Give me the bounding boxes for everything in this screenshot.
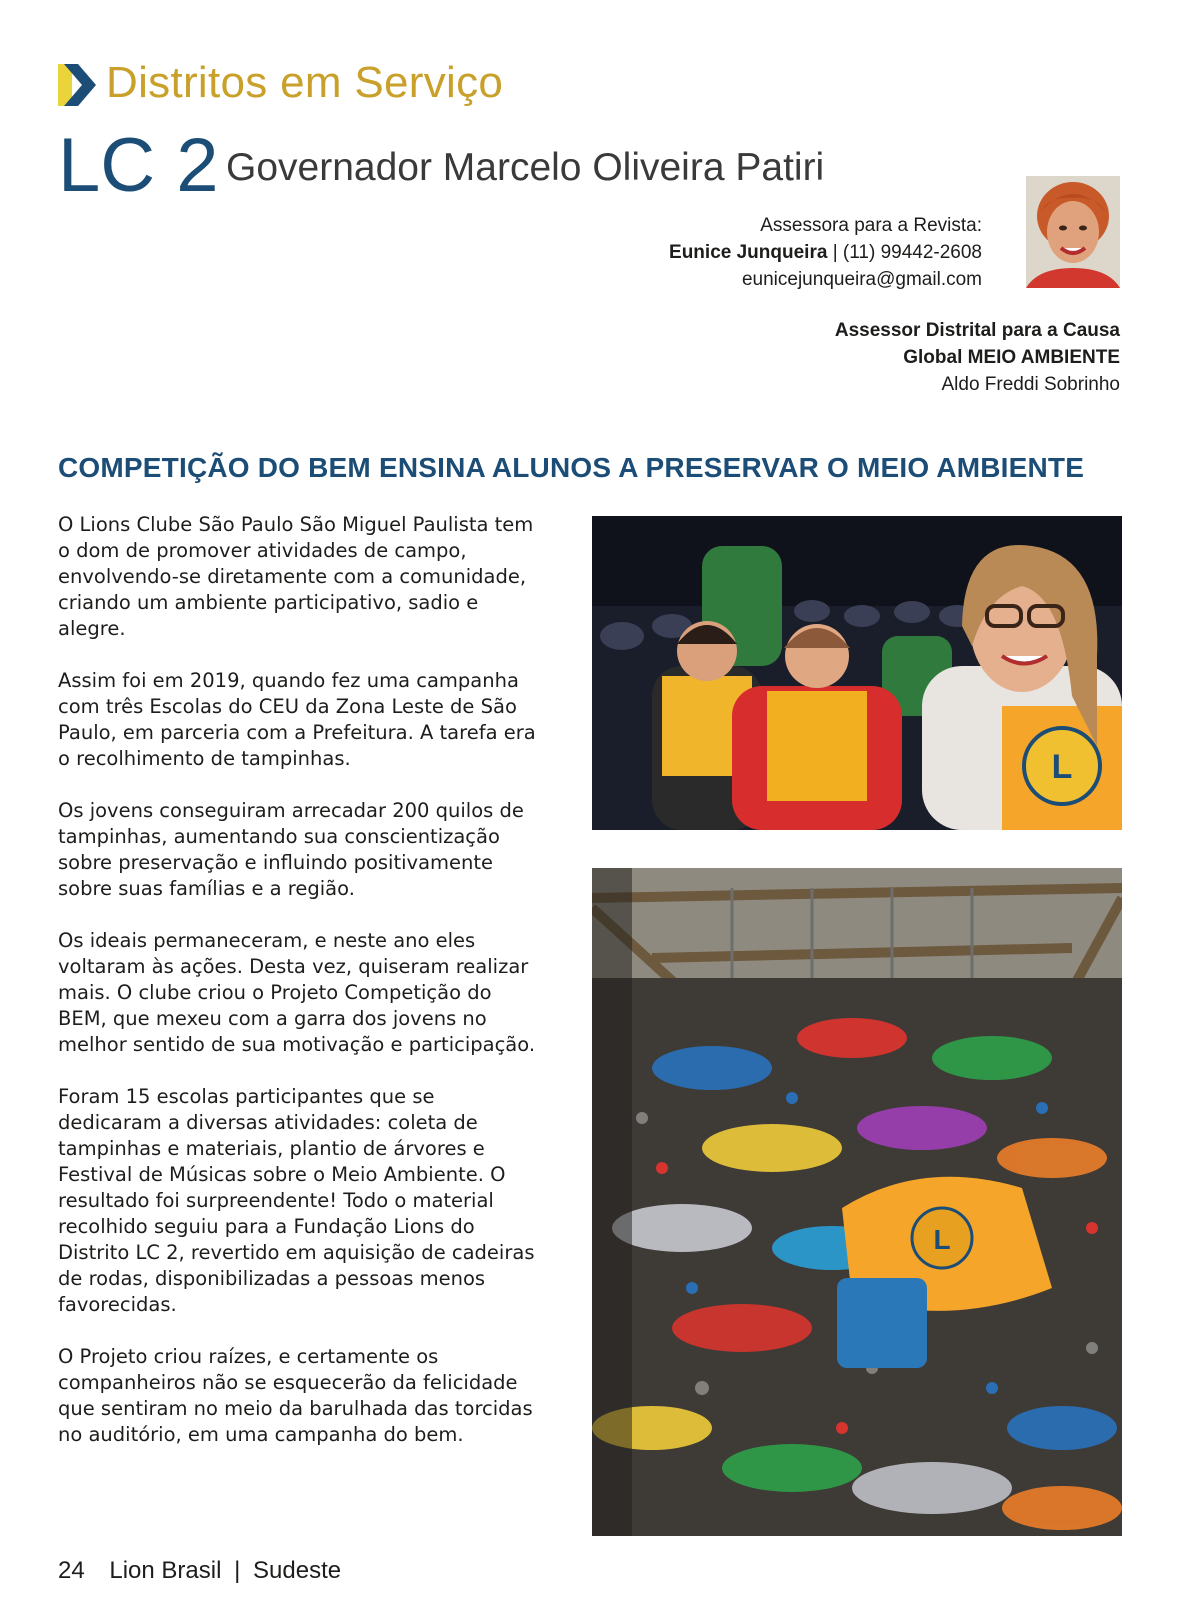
article-body [58,512,538,1474]
paragraph: Assim foi em 2019, quando fez uma campanha com três Escolas do CEU da Zona Leste de São Paulo, em parceria com a Prefeitura. A tarefa era o recolhimento de tampinhas. [58,669,536,770]
bottle-caps-photo [592,868,1122,1536]
governor-name: Governador Marcelo Oliveira Patiri [226,146,825,189]
chevron-right-icon [58,64,96,106]
section-title: Distritos em Serviço [106,58,504,107]
article-headline: COMPETIÇÃO DO BEM ENSINA ALUNOS A PRESERVAR O MEIO AMBIENTE [58,452,1085,483]
bottles-illustration [592,868,1122,1536]
publication-region: Sudeste [253,1557,342,1584]
paragraph: O Projeto criou raízes, e certamente os companheiros não se esquecerão da felicidade que sentiram no meio da barulhada das torcidas no auditório, em uma campanha do bem. [58,1345,533,1446]
auditorium-photo [592,516,1122,830]
paragraph: Foram 15 escolas participantes que se dedicaram a diversas atividades: coleta de tampinhas e materiais, plantio de árvores e Festival de Músicas sobre o Meio Ambiente. O resultado foi surpreendente! Todo o material recolhido seguiu para a Fundação Lions do Distrito LC 2, revertido em aquisição de cadeiras de rodas, disponibilizadas a pessoas menos favorecidas. [58,1085,535,1316]
page-number: 24 [58,1557,85,1584]
advisor-portrait [1026,176,1120,288]
svg-text:L: L [933,1224,951,1255]
advisor-name: Eunice Junqueira [669,242,828,263]
cause-role-line1: Assessor Distrital para a Causa [834,320,1120,341]
district-code: LC 2 [58,123,219,208]
publication-name: Lion Brasil [109,1557,222,1584]
advisor-email: eunicejunqueira@gmail.com [741,269,982,290]
paragraph: Os ideais permaneceram, e neste ano eles voltaram às ações. Desta vez, quiseram realizar mais. O clube criou o Projeto Competição do BEM, que mexeu com a garra dos jovens no melhor sentido de sua motivação e participação. [58,929,536,1056]
advisor-phone: (11) 99442-2608 [842,242,982,263]
footer-separator: | [234,1557,241,1584]
auditorium-illustration [592,516,1122,830]
paragraph: Os jovens conseguiram arrecadar 200 quilos de tampinhas, aumentando sua conscientização sobre preservação e influindo positivamente sobre suas famílias e a região. [58,799,524,900]
page-footer [58,1557,341,1585]
svg-text:L: L [1051,748,1073,786]
advisor-separator: | [832,242,843,263]
advisor-contact [669,212,982,293]
advisor-role: Assessora para a Revista: [760,215,982,236]
paragraph: O Lions Clube São Paulo São Miguel Paulista tem o dom de promover atividades de campo, envolvendo-se diretamente com a comunidade, criando um ambiente participativo, sadio e alegre. [58,513,534,640]
portrait-illustration [1026,176,1120,288]
cause-advisor-name: Aldo Freddi Sobrinho [941,374,1120,395]
cause-role-line2: Global MEIO AMBIENTE [903,347,1120,368]
cause-advisor [835,317,1120,398]
